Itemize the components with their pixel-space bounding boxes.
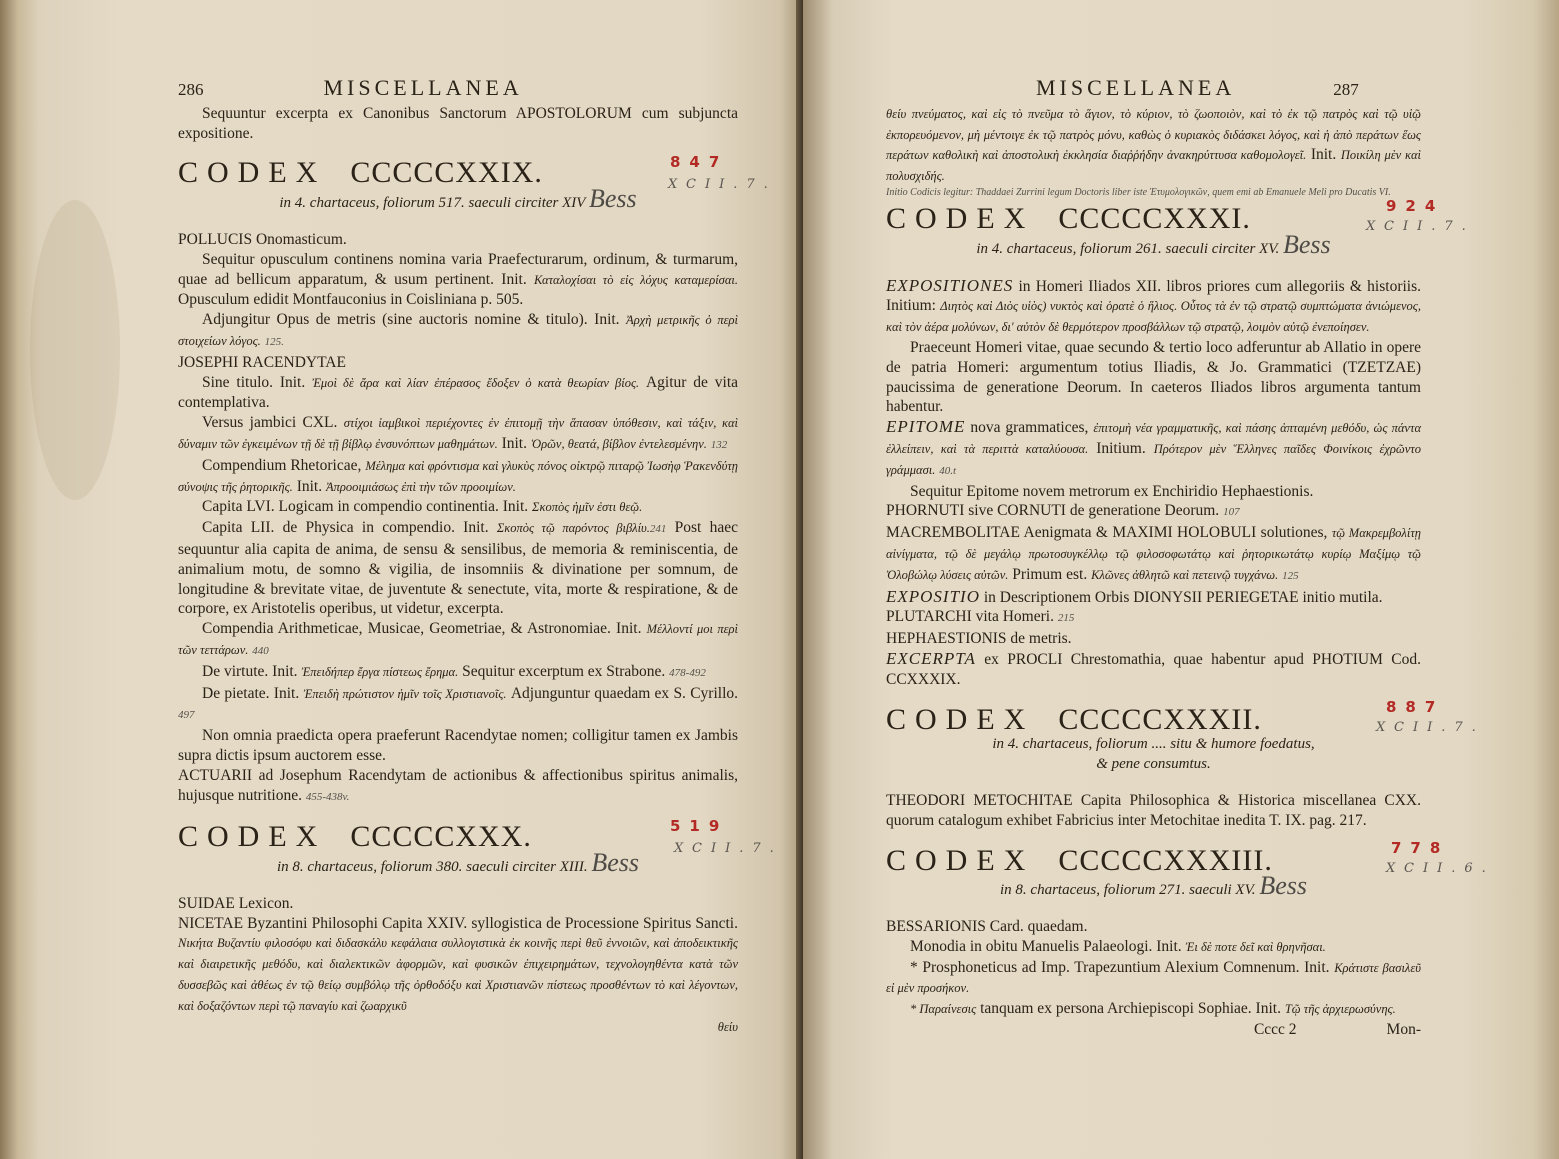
- paragraph: Sequitur opusculum continens nomina varia Praefecturarum, ordinum, & turmarum, quae ad bellicum apparatum, & usum pertinent. Init. Καταλοχίσαι τὸ εἰς λόχυς καταμερίσαι. Opusculum edidit Montfauconius in Coisliniana p. 505.: [178, 250, 739, 309]
- handwritten-bess: Bess: [1282, 229, 1331, 259]
- shelfmark-annotation: XCII.7.: [1366, 218, 1475, 234]
- codex-title: CODEX: [886, 702, 1035, 736]
- entry-suidae: SUIDAE Lexicon.: [178, 894, 294, 912]
- codex-description: [886, 735, 1421, 775]
- running-head-right: [886, 75, 1421, 100]
- paragraph: θείυ πνεύματος, καὶ εἰς τὸ πνεῦμα τὸ ἅγιον, τὸ κύριον, τὸ ζωοποιὸν, καὶ τὸ ἐκ τῷ πατρὸς καὶ τῷ υἱῷ ἐκπορευόμενον, μὴ μέντοιγε ἐκ τῷ πατρὸς μόνυ, καθὼς ὁ κυριακὸς διδάσκει λόγος, καὶ ἡ ἀπὸ περάτων ἕως περάτων καθολικὴ καὶ ἀποστολικὴ ἐκκλησία διαῤῥήδην ἀνακηρύττυσα καθομολογεῖ. Init. Ποικίλη μὲν καὶ πολυσχιδής.: [886, 106, 1422, 184]
- codex-number: CCCCCXXIX.: [350, 156, 543, 190]
- entry-theodori: THEODORI METOCHITAE Capita Philosophica & Historica miscellanea CXX. quorum catalogum exhibet Fabricius inter Metochitae inedita T. IX. pag. 217.: [886, 791, 1421, 829]
- codex-heading: [886, 697, 1485, 736]
- codex-title: CODEX: [886, 843, 1035, 877]
- entry-plutarchi: PLUTARCHI vita Homeri. 215: [886, 608, 1075, 626]
- codex-number: CCCCCXXXIII.: [1058, 843, 1273, 877]
- left-text-block: [178, 75, 783, 1037]
- paragraph: Capita LII. de Physica in compendio. Init. Σκοπὸς τῷ παρόντος βιβλίυ.241 Post haec sequuntur alia capita de anima, de sensu & sensilibus, de memoria & reminiscentia, de animalium motu, de somno & vigilia, de insomniis & divinatione per somnum, de longitudine & brevitate vitae, de juventute & senectute, vita, morte & respiratione, & de corpore, ex Aristotelis operibus, ut videtur, excerpta.: [178, 519, 738, 618]
- entry-macrembolitae: MACREMBOLITAE Aenigmata & MAXIMI HOLOBULI solutiones, τῷ Μακρεμβολίτῃ αἰνίγματα, τῷ δὲ μεγάλῳ πρωτοσυγκέλλῳ τῷ φιλοσοφωτάτῳ καὶ ῥητορικωτάτῳ κυρίῳ Μαξίμῳ τῷ Ὀλοβώλῳ λύσεις αὐτῶν. Primum est. Κλῶνες ἀθλητῶ καὶ πετεινῷ τυγχάνω. 125: [886, 524, 1421, 583]
- page-footer: [886, 1020, 1421, 1040]
- entry-josephi: JOSEPHI RACENDYTAE: [178, 353, 346, 371]
- paragraph: Versus jambici CXL. στίχοι ἰαμβικοὶ περιέχοντες ἐν ἐπιτομῇ τὴν ἅπασαν ὑπόθεσιν, καὶ τάξιν, καὶ δύναμιν τῶν ἐγκειμένων τῇ δὲ τῇ βίβλῳ ἐνσυνόπτων μαθημάτων. Init. Ὁρῶν, θεατά, βίβλον ἐντελεσμένην. 132: [178, 414, 738, 452]
- codex-description-text: in 4. chartaceus, foliorum 517. saeculi circiter XIV: [279, 195, 586, 212]
- codex-description: [178, 848, 738, 878]
- codex-number: CCCCCXXX.: [350, 820, 532, 854]
- catchword: θείυ: [717, 1019, 738, 1034]
- paragraph: De virtute. Init. Ἐπειδήπερ ἔργα πίστεως ἔρημα. Sequitur excerptum ex Strabone. 478-492: [202, 662, 706, 680]
- entry-excerpta: EXCERPTA ex PROCLI Chrestomathia, quae habentur apud PHOTIUM Cod. CCXXXIX.: [886, 648, 1422, 688]
- codex-description: [886, 871, 1421, 901]
- intro-text: Sequuntur excerpta ex Canonibus Sanctorum APOSTOLORUM cum subjuncta expositione.: [178, 104, 738, 142]
- entry-phornuti: PHORNUTI sive CORNUTI de generatione Deorum. 107: [886, 502, 1240, 520]
- red-annotation: 887: [1386, 697, 1445, 716]
- codex-description-text: & pene consumtus.: [1096, 756, 1211, 773]
- page-number: 286: [178, 80, 204, 99]
- paragraph: Non omnia praedicta opera praeferunt Racendytae nomen; colligitur tamen ex Jambis supra dictis ipsum auctorem esse.: [178, 727, 738, 764]
- shelfmark-annotation: XCII.7.: [674, 841, 783, 857]
- red-annotation: 519: [670, 817, 729, 836]
- paragraph: * Prosphoneticus ad Imp. Trapezuntium Alexium Comnenum. Init. Κράτιστε βασιλεῦ εἰ μὲν προσήκον.: [886, 958, 1422, 996]
- right-text-block: [886, 75, 1495, 1040]
- red-annotation: 924: [1386, 196, 1445, 215]
- codex-heading: [178, 817, 783, 857]
- paragraph: Compendia Arithmeticae, Musicae, Geometriae, & Astronomiae. Init. Μέλλοντί μοι περὶ τῶν τεττάρων. 440: [178, 620, 739, 657]
- paragraph: Sine titulo. Init. Ἐμοὶ δὲ ἄρα καὶ λίαν ἐπέρασος ἔδοξεν ὁ κατὰ θεωρίαν βίος. Agitur de vita contemplativa.: [178, 373, 739, 412]
- handwritten-bess: Bess: [591, 848, 640, 878]
- handwritten-bess: Bess: [1259, 871, 1307, 901]
- running-head-title: MISCELLANEA: [323, 75, 523, 100]
- entry-epitome: EPITOME nova grammatices, ἐπιτομὴ νέα γραμματικῆς, καὶ πάσης ἀπταμένη μεθόδυ, ὡς πάντα ἐλλείπειν, καὶ τὰ περιττὰ καταλύουσα. Initium. Πρότερον μὲν Ἕλληνες παῖδες Φοινίκοις ἐχρῶντο γράμμασι. 40.t: [886, 417, 1422, 477]
- entry-pollucis: POLLUCIS Onomasticum.: [178, 230, 347, 248]
- codex-description: [886, 229, 1421, 260]
- codex-title: CODEX: [178, 820, 327, 854]
- codex-number: CCCCCXXXII.: [1058, 702, 1262, 736]
- entry-expositiones: EXPOSITIONES in Homeri Iliados XII. libros priores cum allegoriis & historiis. Initium: Διητὸς καὶ Διὸς υἱὸς) νυκτὸς καὶ ὁρατὲ ὁ ἥλιος. Οὗτος τὰ ἐν τῷ στρατῷ συμπτώματα ἀνιώμενος, καὶ τὸν ἀέρα μολύνων, δι' αὐτὸν δὲ θερμότερον προσβάλλων τῷ στρατῷ, λοιμὸν αὐτῷ ἐνεποίησεν.: [886, 275, 1422, 335]
- codex-heading: [886, 196, 1475, 235]
- running-head-left: [178, 75, 738, 100]
- paragraph: Monodia in obitu Manuelis Palaeologi. Init. Ἐι δὲ ποτε δεῖ καὶ θρηνῆσαι.: [910, 937, 1326, 955]
- entry-nicetae: NICETAE Byzantini Philosophi Capita XXIV. syllogistica de Processione Spiritus Sancti. Νικήτα Βυζαντίυ φιλοσόφυ καὶ διδασκάλυ κεφάλαια συλλογιστικὰ ἐκ κοινῆς περὶ θεῦ ἐννοιῶν, καὶ ἀποδεικτικῆς καὶ διαιρετικῆς μεθόδυ, καὶ διαλεκτικῶν ἀφορμῶν, καὶ φυσικῶν ἐπιχειρημάτων, τεχνολογηθέντα κατὰ τῶν δυσσεβῶς καὶ ἀθέως ἐν τῷ θείῳ συμβόλῳ τῆς ὀρθοδόξυ καὶ Χριστιανῶν πίστεως προσθέντων τὸ καὶ λέγοντων, καὶ δοξαζόντων περὶ τῷ παναγίυ καὶ ζωαρχικῦ: [178, 914, 738, 1013]
- paragraph: Adjungitur Opus de metris (sine auctoris nomine & titulo). Init. Ἀρχὴ μετρικῆς ὁ περὶ στοιχείων λόγος. 125.: [178, 311, 739, 348]
- pencil-marginal-note: Initio Codicis legitur: Thaddaei Zurrini legum Doctoris liber iste Ἐτυμολογικῶν, quem emi ab Emanuele Meli pro Ducatis VI.: [886, 186, 1391, 198]
- codex-title: CODEX: [886, 201, 1035, 235]
- signature-mark: Cccc 2: [1253, 1021, 1297, 1039]
- right-page: [803, 0, 1559, 1159]
- red-annotation: 778: [1391, 838, 1450, 857]
- codex-description: [178, 184, 738, 214]
- codex-title: CODEX: [178, 156, 327, 190]
- codex-number: CCCCCXXXI.: [1058, 201, 1251, 235]
- codex-description-text: in 4. chartaceus, foliorum 261. saeculi circiter XV.: [976, 240, 1280, 257]
- shelfmark-annotation: XCII.7.: [668, 177, 777, 193]
- codex-description-text: in 8. chartaceus, foliorum 380. saeculi circiter XIII.: [276, 859, 588, 876]
- catchword: Mon-: [1386, 1021, 1421, 1039]
- entry-actuarii: ACTUARII ad Josephum Racendytam de actionibus & affectionibus spiritus animalis, hujusque nutritione. 455-438v.: [178, 766, 738, 804]
- codex-description-text: in 4. chartaceus, foliorum .... situ & humore foedatus,: [992, 736, 1315, 753]
- codex-heading: [886, 838, 1495, 877]
- page-number: 287: [1333, 80, 1359, 99]
- paragraph: Capita LVI. Logicam in compendio continentia. Init. Σκοπὸς ἡμῖν ἐστι θεῷ.: [202, 498, 643, 516]
- paragraph: * Παραίνεσις tanquam ex persona Archiepiscopi Sophiae. Init. Τῷ τῆς ἀρχιερωσύνης.: [910, 1000, 1396, 1018]
- paragraph: De pietate. Init. Ἐπειδὴ πρώτιστον ἡμῖν τοῖς Χριστιανοῖς. Adjunguntur quaedam ex S. Cyrillo. 497: [178, 684, 739, 722]
- entry-hephaestionis: HEPHAESTIONIS de metris.: [886, 630, 1072, 648]
- red-annotation: 847: [670, 153, 729, 172]
- shelfmark-annotation: XCII.6.: [1386, 860, 1495, 876]
- running-head-title: MISCELLANEA: [1036, 75, 1236, 100]
- shelfmark-annotation: XCII.7.: [1376, 719, 1485, 735]
- entry-bessarionis: BESSARIONIS Card. quaedam.: [886, 918, 1088, 936]
- codex-description-text: in 8. chartaceus, foliorum 271. saeculi XV.: [1000, 882, 1256, 899]
- paragraph: Praeceunt Homeri vitae, quae secundo & tertio loco adferuntur ab Allatio in opere de patria Homeri: argumentum totius Iliadis, & Jo. Grammatici (TZETZAE) paucissima de generatione Deorum. In caeteros Iliados libros argumenta tantum habentur.: [886, 338, 1421, 416]
- paragraph: Compendium Rhetoricae, Μέλημα καὶ φρόντισμα καὶ γλυκὺς πόνος οἰκτρῷ πιταρῷ Ἰωσὴφ Ῥακενδύτῃ σύνοψις τῆς ῥητορικῆς. Init. Ἀπροοιμιάσως ἐπὶ τὴν τῶν προοιμίων.: [178, 456, 739, 495]
- entry-expositio: EXPOSITIO in Descriptionem Orbis DIONYSII PERIEGETAE initio mutila.: [886, 586, 1383, 606]
- handwritten-bess: Bess: [588, 184, 637, 214]
- page-stain: [30, 200, 120, 500]
- codex-heading: [178, 153, 777, 193]
- paragraph: Sequitur Epitome novem metrorum ex Enchiridio Hephaestionis.: [910, 482, 1314, 500]
